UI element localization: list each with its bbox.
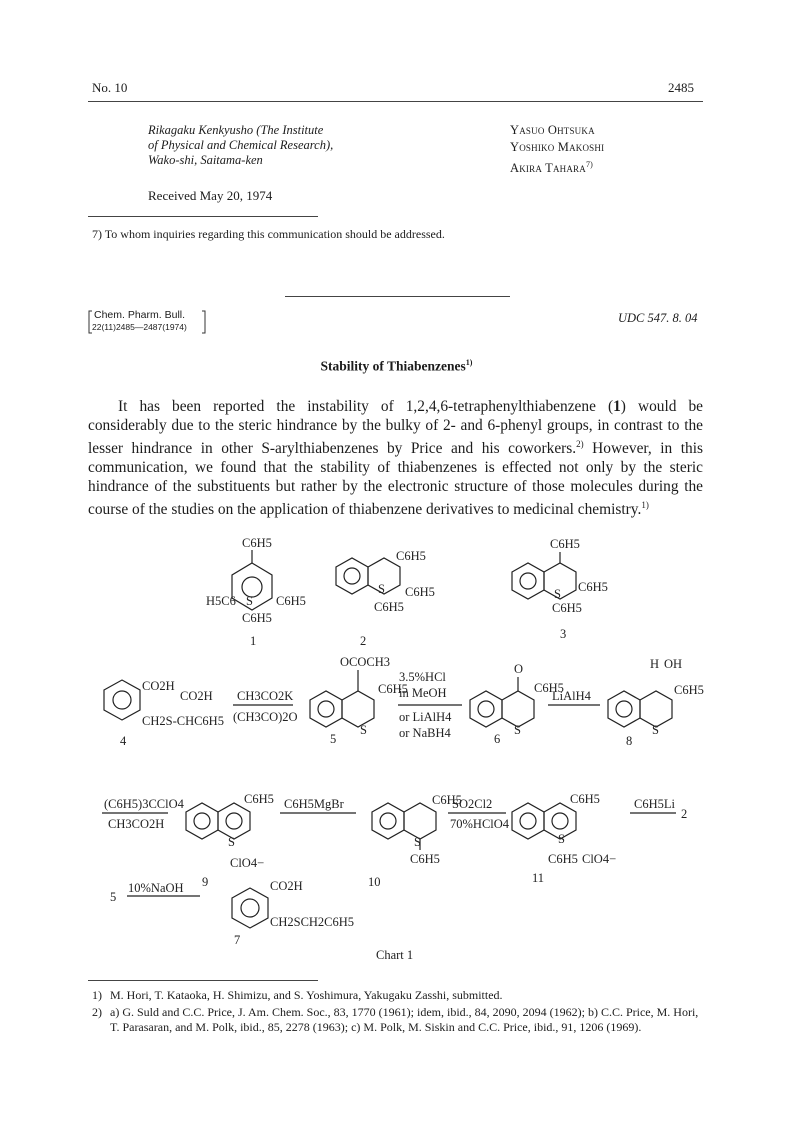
- reagent-label: C6H5Li: [634, 797, 675, 811]
- intro-paragraph: [88, 397, 703, 519]
- substituent-label: ClO4−: [230, 856, 265, 870]
- chart-caption: Chart 1: [376, 948, 414, 962]
- footnote-number: 2): [92, 1005, 102, 1019]
- compound-number: 3: [560, 627, 567, 641]
- footnote-text: M. Hori, T. Kataoka, H. Shimizu, and S. Yoshimura, Yakugaku Zasshi, submitted.: [110, 988, 503, 1002]
- paragraph-text: It has been reported the instability of 1,2,4,6-tetraphenylthiabenzene (: [118, 398, 614, 415]
- substituent-label: C6H5: [432, 793, 462, 807]
- author-name: Yasuo Ohtsuka: [510, 123, 595, 137]
- compound-number: 9: [202, 875, 209, 889]
- substituent-label: CO2H: [270, 879, 303, 893]
- substituent-label: C6H5: [276, 594, 306, 608]
- substituent-label: S: [554, 587, 561, 601]
- substituent-label: OH: [664, 657, 683, 671]
- reagent-label: (C6H5)3CClO4: [104, 797, 184, 811]
- page-number: 2485: [668, 80, 694, 95]
- substituent-label: C6H5: [242, 536, 272, 550]
- benzo-ring-8: [608, 691, 640, 727]
- footnote-1: [92, 988, 704, 1003]
- footnote-rule: [88, 216, 318, 217]
- substituent-label: S: [558, 832, 565, 846]
- reagent-label: or LiAlH4: [399, 710, 452, 724]
- footnote-7: 7) To whom inquiries regarding this communication should be addressed.: [92, 227, 445, 241]
- journal-pages: 22(11)2485—2487(1974): [92, 322, 187, 332]
- footnotes-list: [92, 988, 704, 1035]
- substituent-label: C6H5: [410, 852, 440, 866]
- compound-number: 7: [234, 933, 241, 947]
- reagent-label: C6H5MgBr: [284, 797, 344, 811]
- compound-number: 8: [626, 734, 633, 748]
- benzo-ring-10: [372, 803, 404, 839]
- substituent-label: C6H5: [244, 792, 274, 806]
- thia-ring-6: [502, 691, 534, 727]
- substituent-label: CH2S-CHC6H5: [142, 714, 224, 728]
- thia-ring-8: [640, 691, 672, 727]
- benzo-ring-5: [310, 691, 342, 727]
- institute-line: of Physical and Chemical Research),: [148, 138, 334, 152]
- substituent-label: CO2H: [180, 689, 213, 703]
- compound-number: 11: [532, 871, 545, 885]
- substituent-label: S: [414, 835, 421, 849]
- benzo-ring-9: [186, 803, 218, 839]
- footnote-number: 1): [92, 988, 102, 1002]
- received-date: Received May 20, 1974: [148, 188, 273, 203]
- institute-line: Wako-shi, Saitama-ken: [148, 153, 263, 167]
- substituent-label: S: [378, 582, 385, 596]
- substituent-label: S: [228, 835, 235, 849]
- substituent-label: ClO4−: [582, 852, 617, 866]
- reagent-label: or NaBH4: [399, 726, 451, 740]
- benzene-ring-7: [232, 888, 268, 928]
- journal-reference: [88, 308, 208, 336]
- reagent-label: 10%NaOH: [128, 881, 184, 895]
- compound-number: 4: [120, 734, 127, 748]
- substituent-label: H5C6: [206, 594, 236, 608]
- article-separator: [285, 296, 510, 297]
- substituent-label: C6H5: [396, 549, 426, 563]
- thia-ring-5: [342, 691, 374, 727]
- title-text: Stability of Thiabenzenes: [320, 358, 466, 374]
- reagent-label: LiAlH4: [552, 689, 591, 703]
- substituent-label: C6H5: [674, 683, 704, 697]
- benzo-ring-3: [512, 563, 544, 599]
- compound-number: 5: [330, 732, 337, 746]
- reagent-label: CH3CO2K: [237, 689, 294, 703]
- compound-number: 6: [494, 732, 501, 746]
- substituent-label: C6H5: [242, 611, 272, 625]
- author-list: [510, 122, 604, 177]
- article-title: [0, 358, 793, 375]
- reagent-label: 70%HClO4: [450, 817, 510, 831]
- author-name: Akira Tahara: [510, 161, 586, 176]
- compound-number: 5: [110, 890, 117, 904]
- compound-number: 1: [250, 634, 257, 648]
- substituent-label: CO2H: [142, 679, 175, 693]
- thia-ring-10: [404, 803, 436, 839]
- substituent-label: S: [360, 723, 367, 737]
- substituent-label: S: [652, 723, 659, 737]
- substituent-label: C6H5: [578, 580, 608, 594]
- reagent-label: (CH3CO)2O: [233, 710, 298, 724]
- journal-name: Chem. Pharm. Bull.: [94, 309, 186, 321]
- institute-address: [148, 123, 333, 168]
- reagent-label: in MeOH: [399, 686, 447, 700]
- substituent-label: C6H5: [552, 601, 582, 615]
- compound-ref: 1: [613, 398, 621, 415]
- compound-number: 10: [368, 875, 381, 889]
- benzo-ring-11: [512, 803, 544, 839]
- header-rule: [88, 101, 703, 102]
- paragraph-text: However, in this communication, we found that the stability of thiabenzenes is effected not only by the steric hindrance of the substituents but rather by the electronic structure of those molecules during the course of the studies on the application of thiabenzene derivatives to medicinal chemistry.: [88, 440, 703, 519]
- chemical-scheme: [0, 530, 793, 970]
- substituent-label: CH2SCH2C6H5: [270, 915, 355, 929]
- footnote-rule: [88, 980, 318, 981]
- reagent-label: SO2Cl2: [452, 797, 493, 811]
- footnote-text: a) G. Suld and C.C. Price, J. Am. Chem. Soc., 83, 1770 (1961); idem, ibid., 84, 2090, 2094 (1962); b) C.C. Price, M. Hori, T. Parasaran, and M. Polk, ibid., 85, 2278 (1963); c) M. Polk, M. Siskin and C.C. Price, ibid., 91, 1206 (1969).: [110, 1005, 699, 1034]
- compound-number: 2: [360, 634, 367, 648]
- substituent-label: C6H5: [550, 537, 580, 551]
- citation-ref: 1): [641, 500, 649, 511]
- footnote-mark: 7): [585, 160, 594, 169]
- reagent-label: CH3CO2H: [108, 817, 165, 831]
- reagent-label: 3.5%HCl: [399, 670, 446, 684]
- substituent-label: C6H5: [405, 585, 435, 599]
- substituent-label: H: [650, 657, 660, 671]
- thiopyrylium-ring-9: [218, 803, 250, 839]
- author-name-with-note: [510, 156, 604, 177]
- benzene-ring-4: [104, 680, 140, 720]
- paragraph-text: ) would be considerably due to the steric hindrance by the bulky of 2- and 6-phenyl groups, in contrast to the lesser hindrance in other S-arylthiabenzenes by Price and his coworkers.: [88, 398, 703, 458]
- institute-line: Rikagaku Kenkyusho (The Institute: [148, 123, 324, 137]
- substituent-label: S: [514, 723, 521, 737]
- substituent-label: C6H5: [378, 682, 408, 696]
- compound-number: 2: [681, 807, 688, 821]
- substituent-label: S: [246, 594, 253, 608]
- author-name: Yoshiko Makoshi: [510, 140, 605, 154]
- substituent-label: C6H5: [374, 600, 404, 614]
- title-note: 1): [465, 358, 473, 367]
- issue-number: No. 10: [92, 80, 128, 95]
- footnote-2: [92, 1005, 704, 1035]
- citation-ref: 2): [576, 439, 584, 449]
- substituent-label: C6H5: [570, 792, 600, 806]
- substituent-label: C6H5: [534, 681, 564, 695]
- udc-code: UDC 547. 8. 04: [618, 311, 698, 325]
- substituent-label: O: [514, 662, 524, 676]
- benzo-ring-6: [470, 691, 502, 727]
- benzo-ring-2: [336, 558, 368, 594]
- substituent-label: OCOCH3: [340, 655, 391, 669]
- substituent-label: C6H5: [548, 852, 578, 866]
